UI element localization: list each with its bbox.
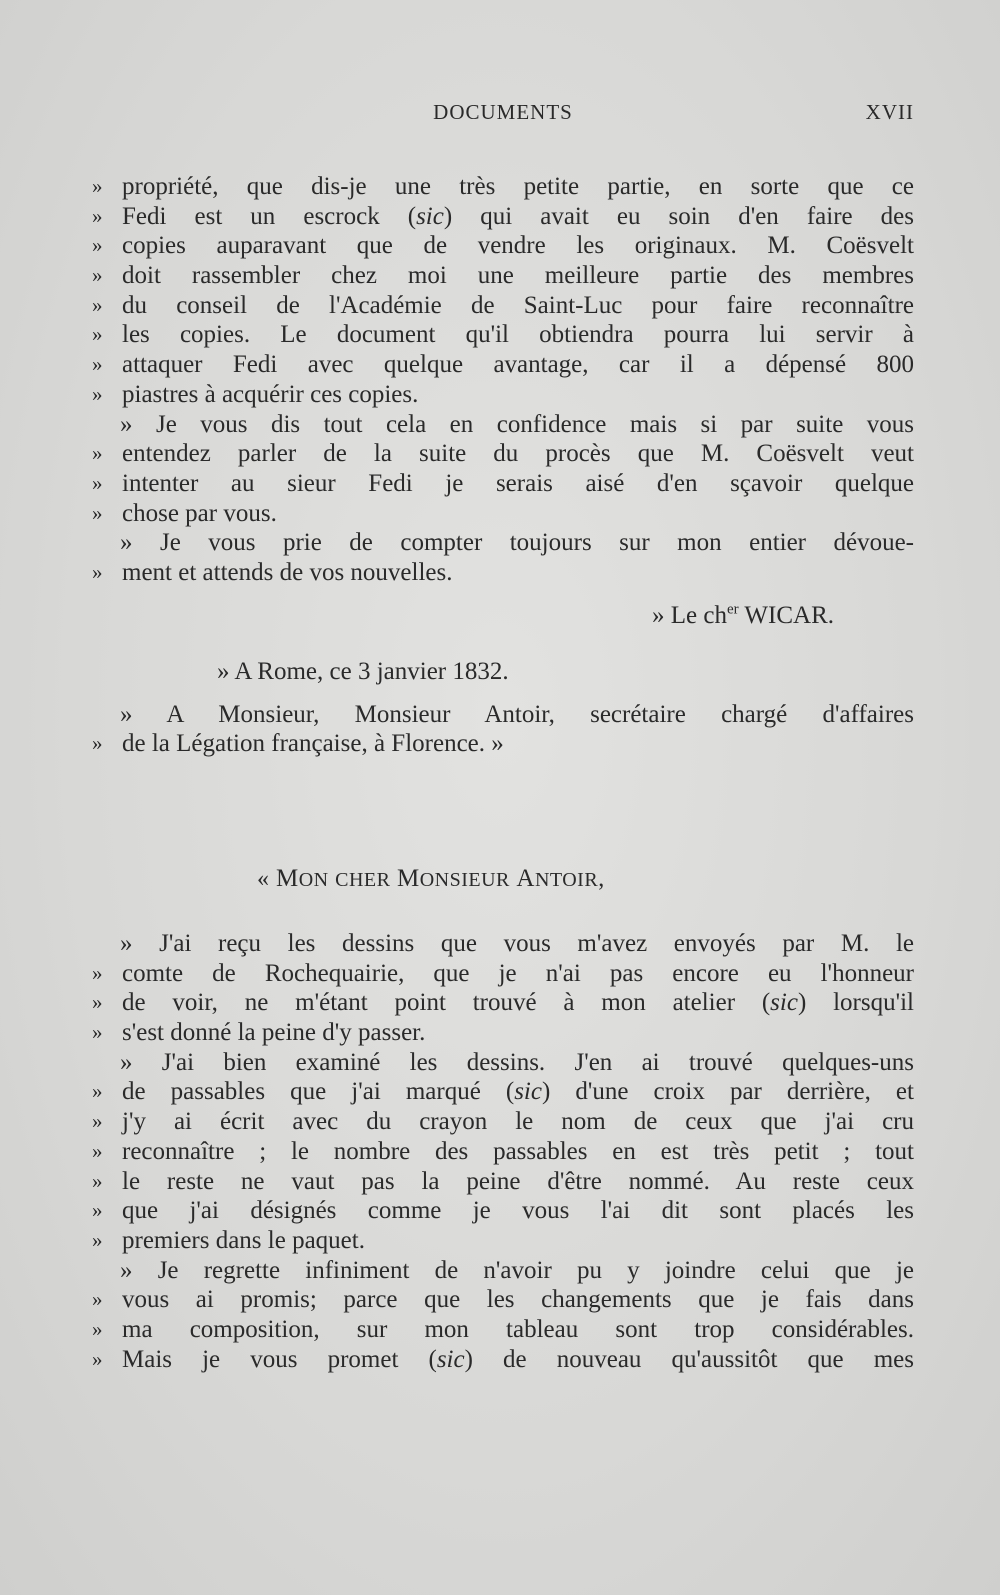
address-block (92, 700, 914, 759)
signature-name: WICAR. (738, 601, 834, 629)
line-text: s'est donné la peine d'y passer. (122, 1019, 426, 1047)
line-text: piastres à acquérir ces copies. (122, 380, 419, 408)
text-line (92, 988, 914, 1018)
quote-mark: » (92, 1079, 103, 1104)
line-text: copies auparavant que de vendre les originaux. M. Coësvelt (122, 232, 914, 260)
letter-paragraphs (92, 172, 914, 588)
line-text: entendez parler de la suite du procès que M. Coësvelt veut (122, 440, 914, 468)
text-line (92, 172, 914, 202)
quote-mark: » (92, 500, 103, 525)
salutation-open-quote: « (257, 866, 276, 892)
sic-italic: sic (416, 202, 444, 230)
quote-mark: » (92, 352, 103, 377)
quote-mark: » (92, 263, 103, 288)
date-line (92, 636, 914, 694)
line-text: intenter au sieur Fedi je serais aisé d'en sçavoir quelque (122, 469, 914, 497)
page-body (92, 172, 914, 1374)
line-text: reconnaître ; le nombre des passables en est très petit ; tout (122, 1137, 914, 1165)
line-text: de la Légation française, à Florence. » (122, 730, 504, 758)
quote-mark: » (92, 1020, 103, 1045)
quote-mark: » (92, 1168, 103, 1193)
quote-mark: » (92, 1109, 103, 1134)
line-text: j'y ai écrit avec du crayon le nom de ceux que j'ai cru (122, 1108, 914, 1136)
quote-mark: » (92, 1346, 103, 1371)
quote-mark: » (92, 381, 103, 406)
sic-italic: sic (514, 1078, 542, 1106)
line-text: les copies. Le document qu'il obtiendra pourra lui servir à (122, 321, 914, 349)
text-line (92, 202, 914, 232)
text-line (92, 1345, 914, 1375)
text-line (92, 231, 914, 261)
quote-mark: » (92, 174, 103, 198)
letter-date: » A Rome, ce 3 janvier 1832. (217, 657, 509, 685)
second-letter-paragraphs (92, 929, 914, 1374)
text-line (92, 1315, 914, 1345)
text-line (92, 261, 914, 291)
salutation-word: ONSIEUR (419, 869, 510, 891)
line-text: du conseil de l'Académie de Saint-Luc pour faire reconnaître (122, 291, 914, 319)
text-line (92, 410, 914, 440)
text-line (92, 350, 914, 380)
text-line (92, 1137, 914, 1167)
salutation-word: ON (298, 869, 329, 891)
line-text: ma composition, sur mon tableau sont trop considérables. (122, 1315, 914, 1343)
line-text: Mais je vous promet (sic) de nouveau qu'aussitôt que mes (122, 1345, 914, 1373)
line-text: » Je regrette infiniment de n'avoir pu y joindre celui que je (120, 1256, 914, 1284)
signature-prefix: » Le ch (652, 601, 727, 629)
text-line (92, 320, 914, 350)
line-text: chose par vous. (122, 499, 277, 527)
text-line (92, 1048, 914, 1078)
text-line (92, 729, 914, 759)
line-text: premiers dans le paquet. (122, 1226, 365, 1254)
text-line (92, 499, 914, 529)
signature-line (92, 588, 914, 636)
line-text: que j'ai désignés comme je vous l'ai dit sont placés les (122, 1197, 914, 1225)
line-text: de passables que j'ai marqué (sic) d'une croix par derrière, et (122, 1078, 914, 1106)
line-text: ment et attends de vos nouvelles. (122, 558, 453, 586)
salutation-word: M (276, 865, 299, 892)
quote-mark: » (92, 233, 103, 258)
line-text: comte de Rochequairie, que je n'ai pas encore eu l'honneur (122, 959, 914, 987)
salutation-word: CHER (335, 869, 391, 891)
text-line (92, 1018, 914, 1048)
text-line (92, 1167, 914, 1197)
quote-mark: » (92, 1198, 103, 1223)
signature-sup: er (726, 601, 739, 618)
running-title: DOCUMENTS (433, 100, 573, 124)
quote-mark: » (92, 441, 103, 466)
text-line (92, 1077, 914, 1107)
line-text: attaquer Fedi avec quelque avantage, car il a dépensé 800 (122, 351, 914, 379)
line-text: » J'ai reçu les dessins que vous m'avez envoyés par M. le (120, 930, 914, 957)
line-text: » J'ai bien examiné les dessins. J'en ai trouvé quelques-uns (120, 1048, 914, 1076)
quote-mark: » (92, 203, 103, 228)
text-line (92, 1226, 914, 1256)
quote-mark: » (92, 1138, 103, 1163)
salutation-comma: , (598, 866, 605, 892)
sic-italic: sic (436, 1345, 465, 1373)
quote-mark: » (92, 960, 103, 985)
line-text: » Je vous dis tout cela en confidence mais si par suite vous (120, 410, 914, 438)
text-line (92, 291, 914, 321)
text-line (92, 1196, 914, 1226)
quote-mark: » (92, 292, 103, 317)
text-line (92, 700, 914, 730)
text-line (92, 439, 914, 469)
text-line (92, 528, 914, 558)
salutation-word: A (516, 865, 535, 892)
quote-mark: » (92, 559, 103, 584)
quote-mark: » (92, 990, 103, 1015)
salutation-word: M (396, 865, 420, 892)
page-number: XVII (865, 100, 914, 124)
text-line (92, 1256, 914, 1286)
text-line (92, 558, 914, 588)
text-line (92, 380, 914, 410)
quote-mark: » (92, 470, 103, 495)
line-text: » A Monsieur, Monsieur Antoir, secrétaire chargé d'affaires (120, 700, 914, 728)
salutation-word: NTOIR (534, 869, 599, 891)
line-text: doit rassembler chez moi une meilleure partie des membres (122, 262, 914, 290)
sic-italic: sic (770, 989, 798, 1017)
line-text: propriété, que dis-je une très petite partie, en sorte que ce (122, 173, 914, 200)
text-line (92, 959, 914, 989)
text-line (92, 469, 914, 499)
line-text: vous ai promis; parce que les changements que je fais dans (122, 1286, 914, 1314)
salutation (257, 865, 605, 893)
line-text: Fedi est un escrock (sic) qui avait eu soin d'en faire des (122, 202, 915, 230)
quote-mark: » (92, 1316, 103, 1341)
quote-mark: » (92, 1227, 103, 1252)
line-text: » Je vous prie de compter toujours sur mon entier dévoue- (120, 529, 914, 557)
quote-mark: » (92, 322, 103, 347)
quote-mark: » (92, 731, 103, 756)
signature (652, 602, 834, 630)
line-text: le reste ne vaut pas la peine d'être nommé. Au reste ceux (122, 1167, 914, 1195)
text-line (92, 1285, 914, 1315)
text-line (92, 1107, 914, 1137)
text-line (92, 929, 914, 959)
salutation-line (92, 759, 914, 907)
line-text: de voir, ne m'étant point trouvé à mon atelier (sic) lorsqu'il (122, 989, 914, 1017)
page-header (92, 100, 914, 134)
quote-mark: » (92, 1287, 103, 1312)
